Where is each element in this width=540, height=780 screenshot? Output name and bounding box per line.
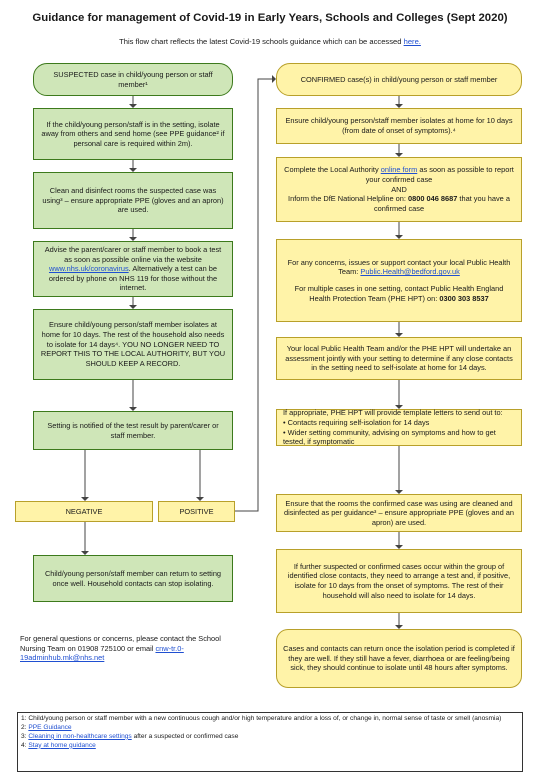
- test-result-text: Setting is notified of the test result by parent/carer or staff member.: [47, 420, 219, 440]
- book-test-box: [33, 241, 233, 297]
- report-case-pre: Complete the Local Authority: [284, 165, 379, 175]
- clean-disinfect-text: Clean and disinfect rooms the suspected case was using³ – ensure appropriate PPE (gloves and an apron) are used.: [42, 186, 224, 215]
- suspected-case-text: SUSPECTED case in child/young person or staff member¹: [53, 69, 213, 89]
- book-test-post: . Alternatively a test can be ordered by phone on NHS 119 for those without the internet.: [48, 264, 218, 293]
- school-nursing-email-link[interactable]: cnw-tr.0-19adminhub.mk@nhs.net: [20, 643, 184, 663]
- phe-hpt-pre: For multiple cases in one setting, contact Public Health England Health Protection Team (PHE HPT) on:: [294, 284, 504, 303]
- stay-at-home-link[interactable]: Stay at home guidance: [28, 741, 96, 749]
- footnote-4-number: 4:: [21, 741, 27, 749]
- page-title: Guidance for management of Covid-19 in Early Years, Schools and Colleges (Sept 2020): [32, 12, 508, 24]
- local-public-health-text: [283, 258, 515, 277]
- dfe-helpline-post: that you have a confirmed case: [373, 194, 510, 213]
- report-case-box: [276, 157, 522, 222]
- report-case-and: AND: [391, 184, 407, 194]
- guidance-link[interactable]: here.: [403, 37, 421, 46]
- template-letters-bullet-contacts: • Contacts requiring self-isolation for 14 days: [283, 417, 430, 427]
- general-contact-text: [20, 634, 246, 663]
- general-contact-pre: For general questions or concerns, please contact the School Nursing Team on 01908 725100 or email: [20, 634, 221, 653]
- positive-label: POSITIVE: [179, 506, 214, 516]
- ppe-guidance-link[interactable]: PPE Guidance: [28, 723, 72, 731]
- isolate-confirmed-text: Ensure child/young person/staff member isolates at home for 10 days (from date of onset of symptoms).⁴: [285, 116, 513, 135]
- isolate-in-setting-box: [33, 108, 233, 160]
- phe-hpt-text: [283, 284, 515, 303]
- clean-rooms-confirmed-text: Ensure that the rooms the confirmed case was using are cleaned and disinfected as per guidance³ – ensure appropriate PPE (gloves and an apron) are used.: [283, 498, 515, 527]
- positive-box: [158, 501, 235, 522]
- return-after-isolation-text: Cases and contacts can return once the isolation period is completed if they are well. If they still have a fever, diarrhoea or are feeling/being sick, they should continue to isolate until 48 hours after symptoms.: [283, 644, 515, 673]
- return-to-setting-text: Child/young person/staff member can return to setting once well. Household contacts can stop isolating.: [44, 568, 222, 588]
- footnote-3-post: after a suspected or confirmed case: [133, 732, 239, 740]
- footnote-2: [21, 724, 519, 733]
- confirmed-case-box: [276, 63, 522, 96]
- isolate-in-setting-text: If the child/young person/staff is in the setting, isolate away from others and send home (see PPE guidance² if personal care is required within 2m).: [41, 119, 225, 148]
- template-letters-intro: If appropriate, PHE HPT will provide template letters to send out to:: [283, 408, 503, 418]
- report-case-post: as soon as possible to report your confirmed case: [365, 165, 514, 185]
- confirmed-case-text: CONFIRMED case(s) in child/young person or staff member: [300, 74, 498, 84]
- isolate-10-days-text: Ensure child/young person/staff member isolates at home for 10 days. The rest of the household also needs to isolate for 14 days⁴. YOU NO LONGER NEED TO REPORT THIS TO THE LOCAL AUTHORITY, BUT YOU SHOULD KEEP A RECORD.: [40, 320, 226, 368]
- cleaning-guidance-link[interactable]: Cleaning in non-healthcare settings: [28, 732, 132, 740]
- footnotes: [17, 712, 523, 772]
- template-letters-bullet-community: • Wider setting community, advising on symptoms and how to get tested, if symptomatic: [283, 427, 496, 447]
- book-test-pre: Advise the parent/carer or staff member to book a test as soon as possible online via the website: [44, 244, 222, 264]
- clean-rooms-confirmed-box: [276, 494, 522, 532]
- footnote-4: [21, 742, 519, 751]
- report-case-text: [283, 165, 515, 213]
- footnote-3: [21, 733, 519, 742]
- negative-label: NEGATIVE: [65, 506, 103, 516]
- footnote-1: 1: Child/young person or staff member with a new continuous cough and/or high temperature and/or a loss of, or change in, normal sense of taste or smell (anosmia): [21, 715, 502, 722]
- isolate-confirmed-box: [276, 108, 522, 144]
- risk-assessment-text: Your local Public Health Team and/or the PHE HPT will undertake an assessment jointly with your setting to determine if any close contacts in the setting need to self-isolate at home for 14 days.: [285, 344, 513, 373]
- public-health-email-link[interactable]: Public.Health@bedford.gov.uk: [360, 267, 460, 277]
- return-to-setting-box: [33, 555, 233, 602]
- la-online-form-link[interactable]: online form: [380, 165, 418, 175]
- footnote-3-number: 3:: [21, 732, 27, 740]
- risk-assessment-box: [276, 337, 522, 380]
- clean-disinfect-box: [33, 172, 233, 229]
- nhs-coronavirus-link[interactable]: www.nhs.uk/coronavirus: [48, 264, 129, 274]
- template-letters-box: [276, 409, 522, 446]
- footnote-2-number: 2:: [21, 723, 27, 731]
- isolate-10-days-box: [33, 309, 233, 380]
- subtitle-text: This flow chart reflects the latest Covid-19 schools guidance which can be accessed: [119, 37, 402, 46]
- local-public-health-pre: For any concerns, issues or support contact your local Public Health Team:: [287, 257, 511, 277]
- negative-box: [15, 501, 153, 522]
- public-health-contact-box: [276, 239, 522, 322]
- return-after-isolation-box: [276, 629, 522, 688]
- book-test-text: [40, 245, 226, 293]
- further-cases-box: [276, 549, 522, 613]
- dfe-helpline-pre: Inform the DfE National Helpline on:: [288, 194, 406, 204]
- test-result-box: [33, 411, 233, 450]
- phe-hpt-number: 0300 303 8537: [439, 293, 489, 303]
- further-cases-text: If further suspected or confirmed cases occur within the group of identified close contacts, they need to arrange a test and, if positive, isolate for 10 days from the onset of symptoms. The rest of their household will also need to isolate for 14 days.: [287, 561, 511, 600]
- dfe-helpline-number: 0800 046 8687: [408, 194, 458, 204]
- suspected-case-box: [33, 63, 233, 96]
